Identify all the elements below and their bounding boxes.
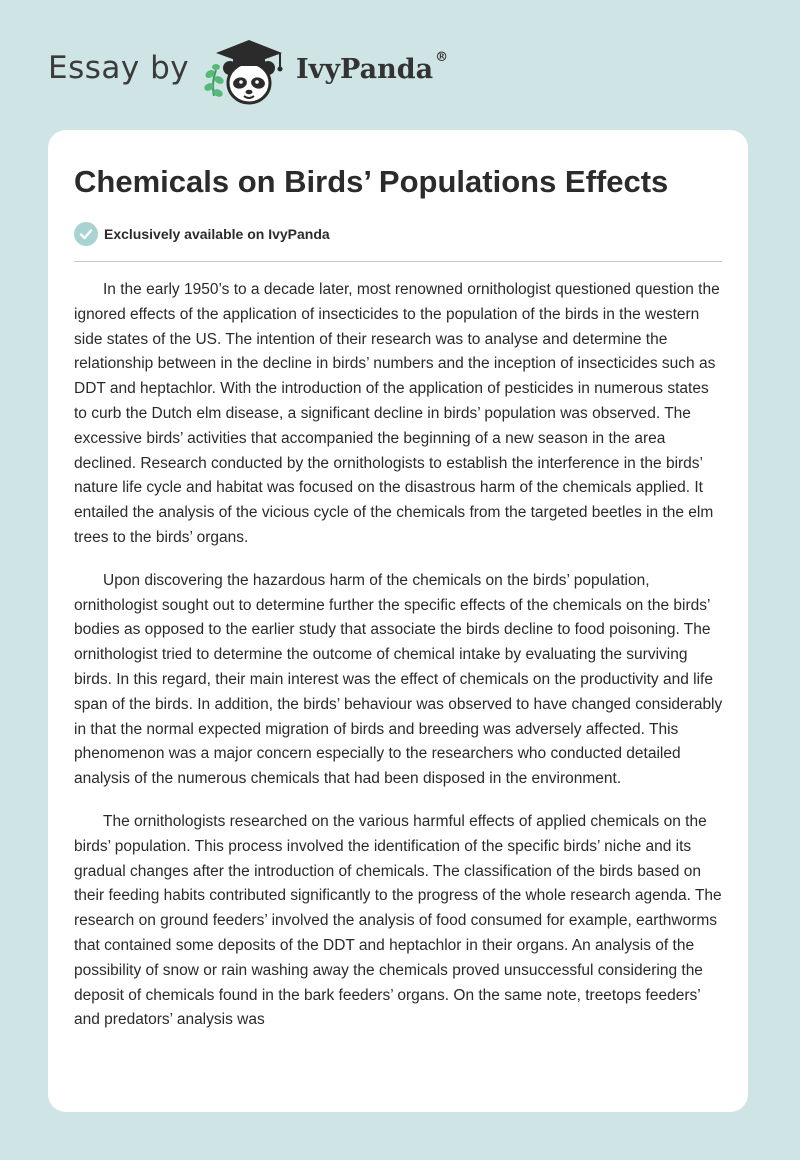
essay-card bbox=[48, 130, 748, 1112]
brand-name[interactable] bbox=[296, 50, 449, 85]
page-title: Chemicals on Birds’ Populations Effects bbox=[74, 164, 669, 199]
panda-graduate-logo-icon[interactable] bbox=[200, 36, 292, 108]
exclusive-badge-label: Exclusively available on IvyPanda bbox=[104, 226, 330, 242]
site-header bbox=[0, 0, 800, 130]
ivy-leaves-icon bbox=[203, 64, 225, 98]
essay-body bbox=[74, 278, 724, 1051]
essay-by-label: Essay by bbox=[48, 50, 190, 86]
brand-name-text: IvyPanda bbox=[296, 54, 434, 85]
title-divider bbox=[74, 261, 722, 262]
paragraph: In the early 1950’s to a decade later, most renowned ornithologist questioned question the ignored effects of the application of insecticides to the population of the birds in the western side states of the US. The intention of their research was to analyse and determine the relationship between in the decline in birds’ numbers and the inception of insecticides such as DDT and heptachlor. With the introduction of the application of pesticides in numerous states to curb the Dutch elm disease, a significant decline in birds’ population was observed. The excessive birds’ activities that accompanied the beginning of a new season in the area declined. Research conducted by the ornithologists to establish the interference in the birds’ nature life cycle and habitat was focused on the disastrous harm of the chemicals applied. It entailed the analysis of the vicious cycle of the chemicals from the targeted beetles in the elm trees to the birds’ organs. bbox=[74, 281, 720, 546]
exclusive-badge bbox=[74, 222, 330, 246]
registered-mark: ® bbox=[435, 50, 449, 65]
paragraph: The ornithologists researched on the various harmful effects of applied chemicals on the birds’ population. This process involved the identification of the specific birds’ niche and its gradual changes after the introduction of chemicals. The classification of the birds based on their feeding habits contributed significantly to the progress of the whole research agenda. The research on ground feeders’ involved the analysis of food consumed for example, earthworms that contained some deposits of the DDT and heptachlor in their organs. An analysis of the possibility of snow or rain washing away the chemicals proved unsuccessful considering the deposit of chemicals found in the bark feeders’ organs. On the same note, treetops feeders’ and predators’ analysis was bbox=[74, 812, 722, 1029]
check-circle-icon bbox=[74, 222, 98, 246]
paragraph: Upon discovering the hazardous harm of the chemicals on the birds’ population, ornithologist sought out to determine further the specific effects of the chemicals on the birds’ bodies as opposed to the earlier study that associate the birds decline to food poisoning. The ornithologist tried to determine the outcome of chemical intake by evaluating the surviving birds. In this regard, their main interest was the effect of chemicals on the productivity and life span of the birds. In addition, the birds’ behaviour was observed to have changed considerably in that the normal expected migration of birds and breeding was adversely affected. This phenomenon was a major concern especially to the researchers who conducted detailed analysis of the numerous chemicals that had been disposed in the environment. bbox=[74, 571, 723, 788]
